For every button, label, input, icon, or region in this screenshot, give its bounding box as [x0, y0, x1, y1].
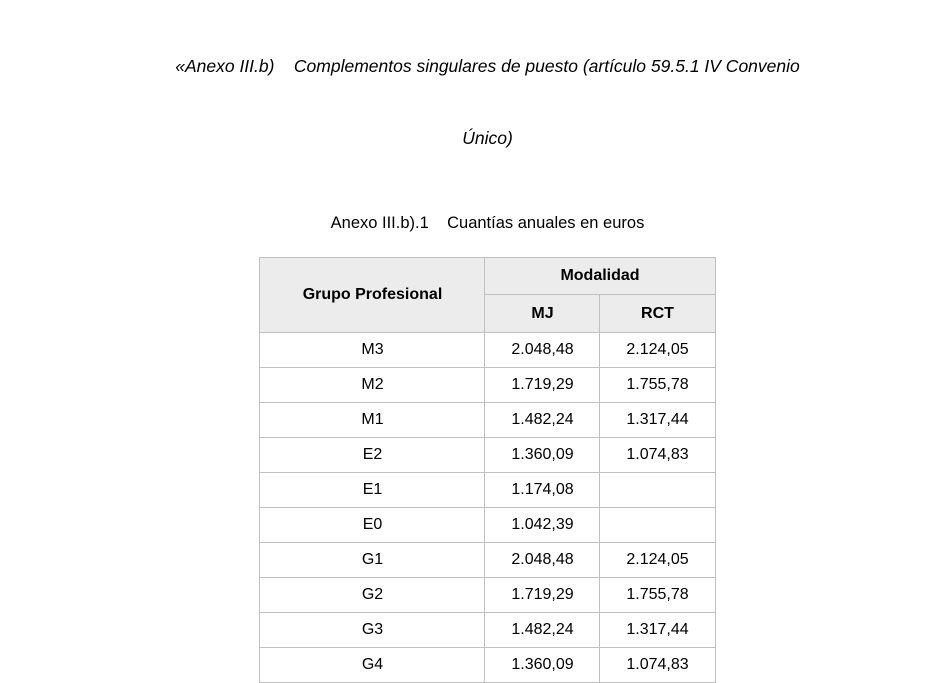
cell-rct: 1.317,44: [600, 403, 715, 438]
cell-rct: 1.074,83: [600, 648, 715, 683]
header-modalidad: Modalidad: [485, 258, 715, 295]
cell-rct: [600, 473, 715, 508]
header-row-1: [260, 258, 715, 295]
cell-mj: 1.719,29: [485, 368, 600, 403]
cell-grupo: M2: [260, 368, 485, 403]
cell-grupo: M1: [260, 403, 485, 438]
cell-rct: 2.124,05: [600, 543, 715, 578]
cell-rct: 1.755,78: [600, 368, 715, 403]
table-row: [260, 368, 715, 403]
cell-grupo: G1: [260, 543, 485, 578]
cell-rct: 1.755,78: [600, 578, 715, 613]
cell-grupo: G3: [260, 613, 485, 648]
cell-mj: 1.360,09: [485, 648, 600, 683]
cell-grupo: G4: [260, 648, 485, 683]
table-row: [260, 438, 715, 473]
cell-rct: 2.124,05: [600, 333, 715, 368]
cell-rct: [600, 508, 715, 543]
table-row: [260, 578, 715, 613]
document-content: [0, 6, 930, 683]
cell-mj: 1.482,24: [485, 613, 600, 648]
cell-mj: 2.048,48: [485, 543, 600, 578]
cell-mj: 1.360,09: [485, 438, 600, 473]
table-header: [260, 258, 715, 333]
header-mj: MJ: [485, 295, 600, 333]
table-row: [260, 333, 715, 368]
table-row: [260, 543, 715, 578]
table-row: [260, 508, 715, 543]
cell-mj: 1.042,39: [485, 508, 600, 543]
cell-grupo: M3: [260, 333, 485, 368]
document-page: [0, 6, 930, 673]
cell-grupo: G2: [260, 578, 485, 613]
annex-heading-line2: Único): [462, 128, 513, 148]
table-body: [260, 333, 715, 683]
table-row: [260, 473, 715, 508]
annex-table: [259, 257, 715, 683]
table-row: [260, 613, 715, 648]
annex-subheading: Anexo III.b).1 Cuantías anuales en euros: [330, 214, 645, 232]
annex-heading-line1: «Anexo III.b) Complementos singulares de puesto (artículo 59.5.1 IV Convenio: [175, 56, 800, 76]
header-rct: RCT: [600, 295, 715, 333]
cell-mj: 1.719,29: [485, 578, 600, 613]
cell-grupo: E1: [260, 473, 485, 508]
cell-mj: 1.482,24: [485, 403, 600, 438]
table-row: [260, 403, 715, 438]
cell-grupo: E0: [260, 508, 485, 543]
header-grupo-profesional: Grupo Profesional: [260, 258, 485, 333]
cell-grupo: E2: [260, 438, 485, 473]
cell-mj: 2.048,48: [485, 333, 600, 368]
annex-heading: [45, 6, 930, 198]
cell-rct: 1.074,83: [600, 438, 715, 473]
table-row: [260, 648, 715, 683]
cell-rct: 1.317,44: [600, 613, 715, 648]
cell-mj: 1.174,08: [485, 473, 600, 508]
